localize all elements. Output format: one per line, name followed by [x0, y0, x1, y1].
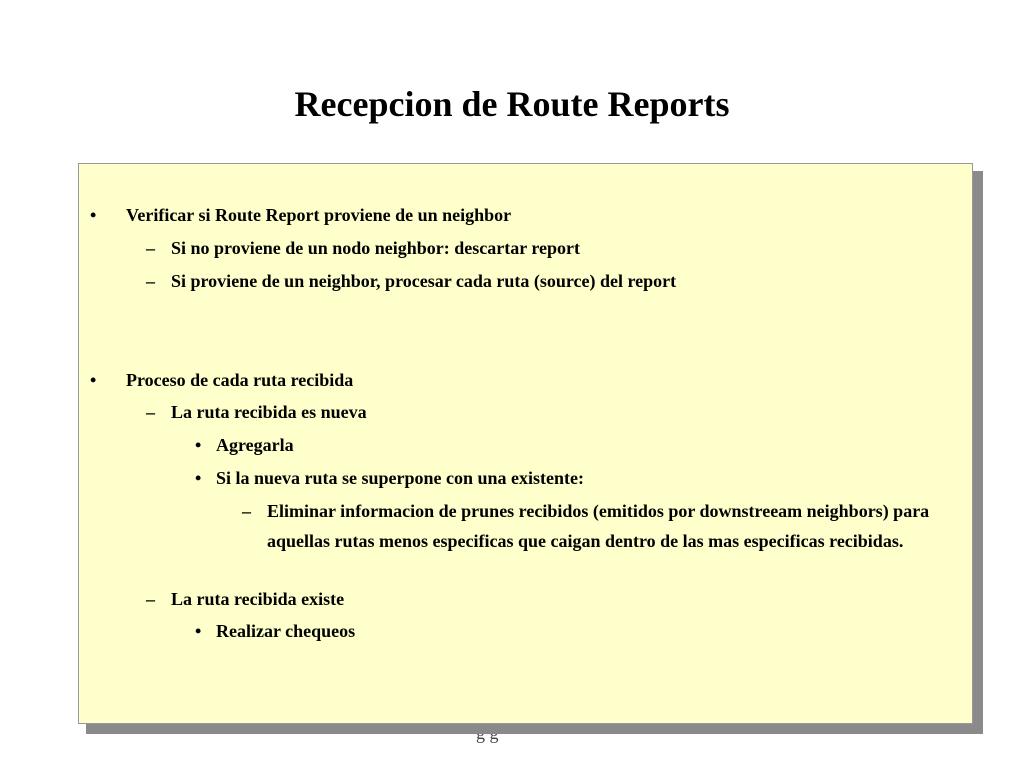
sub-sub-item: Realizar chequeos: [216, 621, 356, 641]
bullet-item: Verificar si Route Report proviene de un neighbor: [126, 205, 512, 225]
sub-item: La ruta recibida es nueva: [171, 402, 367, 422]
dash-marker: –: [146, 238, 155, 258]
sub-item: La ruta recibida existe: [171, 589, 345, 609]
sub-item: Si proviene de un neighbor, procesar cada ruta (source) del report: [171, 271, 677, 291]
dash-marker: –: [146, 402, 155, 422]
bullet-item: Proceso de cada ruta recibida: [126, 370, 354, 390]
bullet-marker: •: [195, 621, 202, 641]
bullet-marker: •: [90, 205, 97, 225]
dash-marker: –: [242, 501, 251, 521]
dash-marker: –: [146, 589, 155, 609]
sub-sub-item: Si la nueva ruta se superpone con una existente:: [216, 468, 585, 488]
bullet-marker: •: [90, 370, 97, 390]
dash-marker: –: [146, 271, 155, 291]
sub-sub-item: Agregarla: [216, 435, 294, 455]
detail-item: Eliminar informacion de prunes recibidos (emitidos por downstreeam neighbors) para aquellas rutas menos especificas que caigan dentro de las mas especificas recibidas.: [267, 501, 930, 551]
bullet-marker: •: [195, 468, 202, 488]
sub-item: Si no proviene de un nodo neighbor: descartar report: [171, 238, 581, 258]
slide-title: Recepcion de Route Reports: [294, 84, 730, 124]
bullet-marker: •: [195, 435, 202, 455]
